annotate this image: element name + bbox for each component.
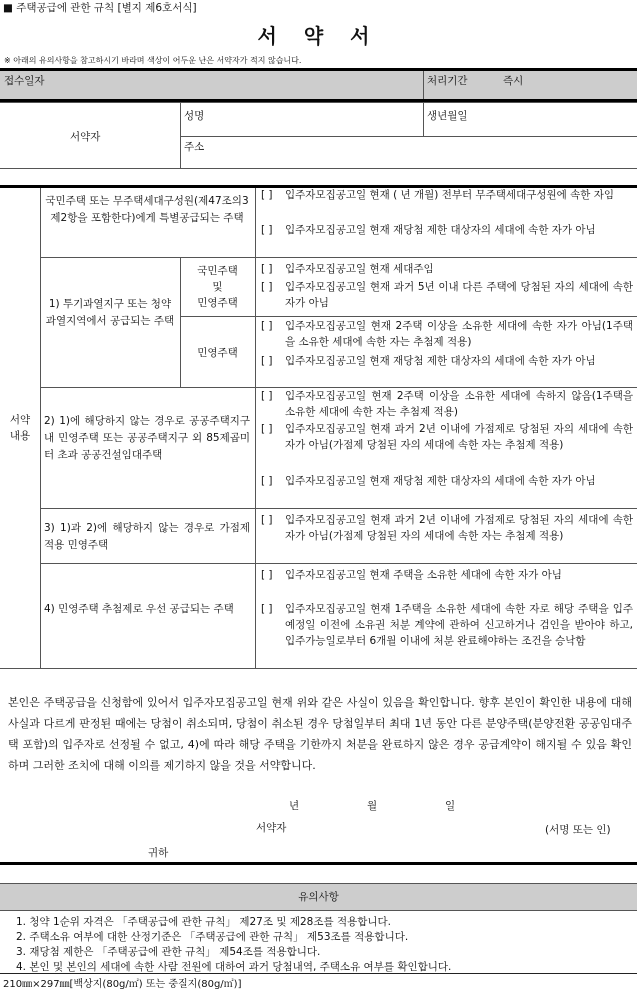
pledger-label: 서약자 [70,131,101,143]
pledge-item: 입주자모집공고일 현재 1주택을 소유한 세대에 속한 자로 해당 주택을 입주예정일 이전에 소유권 처분 계약에 관하여 신고하거나 검인을 받아야 하고, 입주가능일로부터 6개월 이내에 처분 완료해야하는 조건을 승낙함 [285,603,633,647]
checkbox[interactable]: [ ] [261,514,273,526]
notes-title: 유의사항 [298,891,339,903]
notes-list [16,915,451,975]
pledge-item: 입주자모집공고일 현재 과거 5년 이내 다른 주택에 당첨된 자의 세대에 속한 자가 아님 [285,281,633,309]
recipient-label: 귀하 [148,847,169,859]
category-special-supply: 국민주택 또는 무주택세대구성원(제47조의3제2항을 포함한다)에게 특별공급되는 주택 [45,195,249,224]
pledge-item: 입주자모집공고일 현재 2주택 이상을 소유한 세대에 속하지 않음(1주택을 소유한 세대에 속한 자는 추첨제 적용) [285,390,633,418]
signer-label: 서약자 [256,822,287,834]
subgroup-private: 민영주택 [197,347,238,359]
paper-spec-footer: 210㎜×297㎜[백상지(80g/㎡) 또는 중질지(80g/㎡)] [3,979,242,989]
form-header: ■ 주택공급에 관한 규칙 [별지 제6호서식] [3,2,197,14]
declaration-text: 본인은 주택공급을 신청함에 있어서 입주자모집공고일 현재 위와 같은 사실이 있음을 확인합니다. 향후 본인이 확인한 내용에 대해 사실과 다르게 판정된 때에는 당첨이 취소되며, 당첨이 취소된 경우 당첨일부터 최대 1년 동안 다른 분양주택(분양전환 공공임대주택 포함)의 입주자로 선정될 수 없고, 4)에 따라 해당 주택을 기한까지 처분을 완료하지 않은 경우 공급계약이 해지될 수 있음 확인하며 그러한 조치에 대해 이의를 제기하지 않을 것을 서약합니다. [8,696,632,772]
name-label: 성명 [184,110,205,122]
address-label: 주소 [184,141,205,153]
pledge-item: 입주자모집공고일 현재 세대주임 [285,263,434,275]
date-month: 월 [367,800,378,812]
receipt-date-label: 접수일자 [4,75,45,87]
category-overheated-area: 1) 투기과열지구 또는 청약과열지역에서 공급되는 주택 [45,298,175,327]
note-item: 1. 청약 1순위 자격은 「주택공급에 관한 규칙」 제27조 및 제28조를 적용합니다. [16,916,391,928]
subgroup-public-private: 국민주택 및 민영주택 [197,265,238,309]
checkbox[interactable]: [ ] [261,281,273,293]
receipt-row [0,71,637,99]
signature-hint: (서명 또는 인) [545,824,611,836]
checkbox[interactable]: [ ] [261,569,273,581]
notice-text: ※ 아래의 유의사항을 참고하시기 바라며 색상이 어두운 난은 서약자가 적지 않습니다. [4,56,302,65]
checkbox[interactable]: [ ] [261,475,273,487]
pledge-item: 입주자모집공고일 현재 주택을 소유한 세대에 속한 자가 아님 [285,569,562,581]
checkbox[interactable]: [ ] [261,355,273,367]
checkbox[interactable]: [ ] [261,423,273,435]
checkbox[interactable]: [ ] [261,390,273,402]
pledge-item: 입주자모집공고일 현재 2주택 이상을 소유한 세대에 속한 자가 아님(1주택을 소유한 세대에 속한 자는 추첨제 적용) [285,320,633,348]
date-day: 일 [445,800,456,812]
checkbox[interactable]: [ ] [261,189,273,201]
checkbox[interactable]: [ ] [261,320,273,332]
note-item: 4. 본인 및 본인의 세대에 속한 사람 전원에 대하여 과거 당첨내역, 주택소유 여부를 확인합니다. [16,961,452,973]
category-public-housing: 2) 1)에 해당하지 않는 경우로 공공주택지구 내 민영주택 또는 공공주택지구 외 85제곱미터 초과 공공건설임대주택 [44,415,250,461]
pledge-item: 입주자모집공고일 현재 과거 2년 이내에 가점제로 당첨된 자의 세대에 속한 자가 아님(가점제 당첨된 자의 세대에 속한 자는 추첨제 적용) [285,423,633,451]
pledge-item: 입주자모집공고일 현재 재당첨 제한 대상자의 세대에 속한 자가 아님 [285,355,596,367]
category-point-system: 3) 1)과 2)에 해당하지 않는 경우로 가점제 적용 민영주택 [44,522,250,551]
pledge-item: 입주자모집공고일 현재 재당첨 제한 대상자의 세대에 속한 자가 아님 [285,475,596,487]
birth-date-label: 생년월일 [427,110,468,122]
document-title: 서 약 서 [257,24,380,48]
note-item: 2. 주택소유 여부에 대한 산정기준은 「주택공급에 관한 규칙」 제53조를 적용합니다. [16,931,409,943]
date-year: 년 [289,800,300,812]
note-item: 3. 재당첨 제한은 「주택공급에 관한 규칙」 제54조를 적용합니다. [16,946,321,958]
pledge-item: 입주자모집공고일 현재 재당첨 제한 대상자의 세대에 속한 자가 아님 [285,224,596,236]
checkbox[interactable]: [ ] [261,224,273,236]
processing-period-value: 즉시 [503,75,524,87]
content-label: 서약 내용 [9,414,31,442]
processing-period-label: 처리기간 [427,75,468,87]
checkbox[interactable]: [ ] [261,603,273,615]
pledge-item: 입주자모집공고일 현재 ( 년 개월) 전부터 무주택세대구성원에 속한 자임 [285,189,615,201]
category-lottery-priority: 4) 민영주택 추첨제로 우선 공급되는 주택 [44,603,234,615]
checkbox[interactable]: [ ] [261,263,273,275]
pledge-item: 입주자모집공고일 현재 과거 2년 이내에 가점제로 당첨된 자의 세대에 속한 자가 아님(가점제 당첨된 자의 세대에 속한 자는 추첨제 적용) [285,514,633,542]
